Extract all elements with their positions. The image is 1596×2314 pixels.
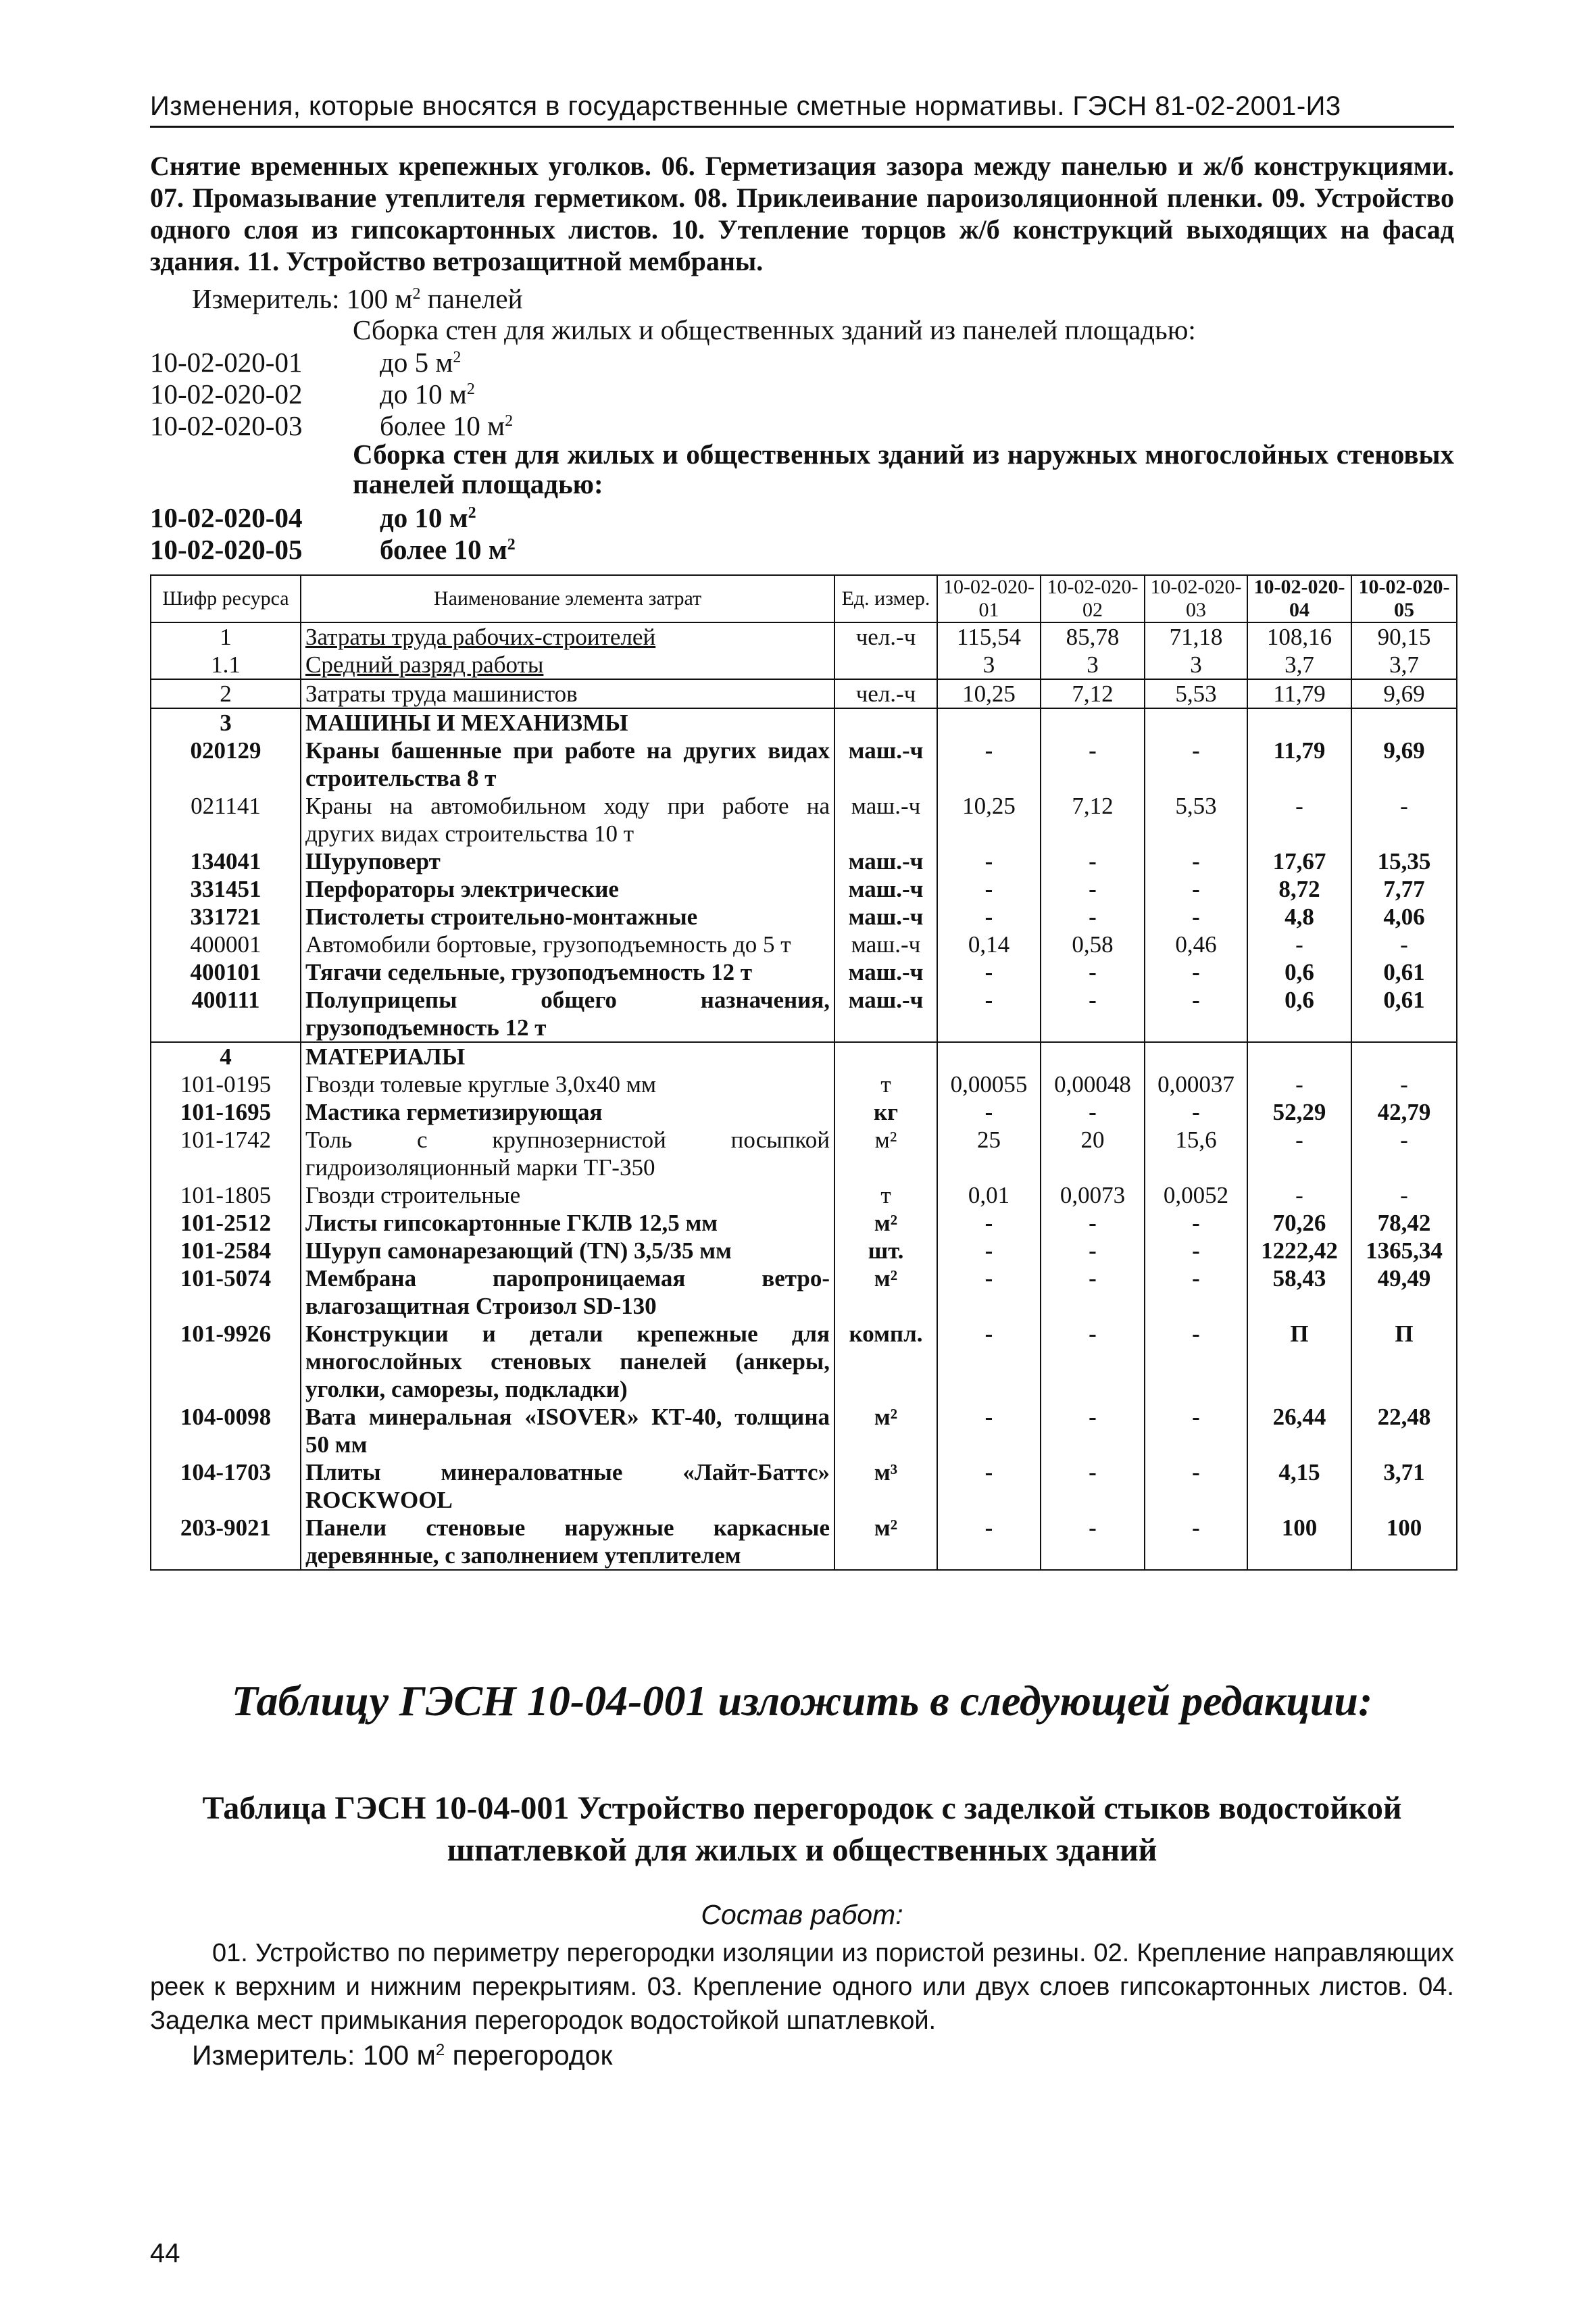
cell-name: Мастика герметизирующая (301, 1098, 834, 1126)
cell-value: 0,0052 (1145, 1181, 1247, 1209)
cell-unit: шт. (834, 1237, 937, 1264)
cell-value: 52,29 (1247, 1098, 1351, 1126)
table-row (151, 679, 1457, 708)
table-row (151, 651, 1457, 679)
cell-code: 021141 (151, 792, 301, 847)
cell-name: Краны башенные при работе на других видах строительства 8 т (301, 737, 834, 792)
table-row (151, 1070, 1457, 1098)
cell-value: 0,6 (1247, 958, 1351, 986)
meter-value: 100 м (346, 283, 413, 314)
cell-value: 22,48 (1351, 1403, 1457, 1458)
cell-name: Конструкции и детали крепежные для многослойных стеновых панелей (анкеры, уголки, саморезы, подкладки) (301, 1320, 834, 1403)
cell-value: 4,15 (1247, 1458, 1351, 1514)
cell-value: 0,00055 (937, 1070, 1041, 1098)
cell-value: - (1145, 1320, 1247, 1403)
cell-code: 400001 (151, 931, 301, 958)
cell-value: - (937, 1209, 1041, 1237)
cell-name: Гвозди толевые круглые 3,0х40 мм (301, 1070, 834, 1098)
cell-code: 101-1742 (151, 1126, 301, 1181)
cell-value: 3 (937, 651, 1041, 679)
cell-name: Краны на автомобильном ходу при работе на других видах строительства 10 т (301, 792, 834, 847)
table-row (151, 737, 1457, 792)
cell-value: - (1247, 1181, 1351, 1209)
cell-code: 203-9021 (151, 1514, 301, 1570)
cell-value: 78,42 (1351, 1209, 1457, 1237)
cell-name: Затраты труда машинистов (301, 679, 834, 708)
meter-unit: панелей (427, 283, 523, 314)
group-title: Сборка стен для жилых и общественных зданий из наружных многослойных стеновых панелей площадью: (353, 439, 1454, 499)
cell-value: 3,7 (1247, 651, 1351, 679)
norm-code: 10-02-020-05 (150, 534, 303, 565)
cell-value: 71,18 (1145, 622, 1247, 651)
cell-name: МАТЕРИАЛЫ (301, 1042, 834, 1070)
cell-name: МАШИНЫ И МЕХАНИЗМЫ (301, 708, 834, 737)
works-title: Состав работ: (701, 1899, 903, 1930)
meter-label: Измеритель: (192, 283, 340, 314)
cell-value (1351, 708, 1457, 737)
works-body: 01. Устройство по периметру перегородки изоляции из пористой резины. 02. Крепление направляющих реек к верхним и нижним перекрытиям. 03. Крепление одного или двух слоев гипсокартонных листов. 04. Заделка мест примыкания перегородок водостойкой шпатлевкой. (150, 1939, 1454, 2035)
cell-value: - (1041, 1514, 1145, 1570)
table-row (151, 847, 1457, 875)
cell-value: 7,12 (1041, 679, 1145, 708)
table-row (151, 708, 1457, 737)
cell-value: 26,44 (1247, 1403, 1351, 1458)
cell-value: - (1145, 847, 1247, 875)
cell-value (1041, 1042, 1145, 1070)
cell-value: - (1351, 1181, 1457, 1209)
work-composition-text: Снятие временных крепежных уголков. 06. Герметизация зазора между панелью и ж/б конструкциями. 07. Промазывание утеплителя герметиком. 08. Приклеивание пароизоляционной пленки. 09. Устройство одного слоя из гипсокартонных листов. 10. Утепление торцов ж/б конструкций выходящих на фасад здания. 11. Устройство ветрозащитной мембраны. (150, 151, 1454, 276)
cell-value: - (937, 1237, 1041, 1264)
cell-name: Плиты минераловатные «Лайт-Баттс» ROCKWOOL (301, 1458, 834, 1514)
table-row (151, 1320, 1457, 1403)
cell-value: П (1247, 1320, 1351, 1403)
cell-value: 0,01 (937, 1181, 1041, 1209)
cell-value: 11,79 (1247, 679, 1351, 708)
cell-unit: м³ (834, 1458, 937, 1514)
cell-value: - (1041, 1264, 1145, 1320)
cell-value: 100 (1351, 1514, 1457, 1570)
cell-value: - (1145, 1403, 1247, 1458)
table-row (151, 1126, 1457, 1181)
cell-value: 49,49 (1351, 1264, 1457, 1320)
table-row (151, 1264, 1457, 1320)
cell-name: Полуприцепы общего назначения, грузоподъемность 12 т (301, 986, 834, 1042)
cell-unit: чел.-ч (834, 679, 937, 708)
cell-value: - (1145, 903, 1247, 931)
cell-value: - (1247, 1126, 1351, 1181)
cell-name: Мембрана паропроницаемая ветро-влагозащитная Строизол SD-130 (301, 1264, 834, 1320)
cell-code: 134041 (151, 847, 301, 875)
cell-value: 108,16 (1247, 622, 1351, 651)
col-header-c2: 10-02-020-02 (1041, 575, 1145, 622)
cell-code: 101-9926 (151, 1320, 301, 1403)
cell-value: - (937, 875, 1041, 903)
cell-value: - (1145, 986, 1247, 1042)
cell-value: - (1247, 792, 1351, 847)
cell-value: - (1145, 875, 1247, 903)
cell-name: Тягачи седельные, грузоподъемность 12 т (301, 958, 834, 986)
table-row (151, 931, 1457, 958)
cell-code: 101-1805 (151, 1181, 301, 1209)
cell-value (1145, 708, 1247, 737)
cell-unit: м² (834, 1514, 937, 1570)
cell-value: - (1041, 1098, 1145, 1126)
cell-value: - (1145, 1514, 1247, 1570)
col-header-code: Шифр ресурса (151, 575, 301, 622)
cell-value: 7,77 (1351, 875, 1457, 903)
cell-value: - (937, 986, 1041, 1042)
cell-code: 104-0098 (151, 1403, 301, 1458)
table-row (151, 958, 1457, 986)
meter2-value: 100 м (362, 2040, 436, 2071)
cell-unit: м² (834, 1264, 937, 1320)
cell-name: Толь с крупнозернистой посыпкой гидроизоляционный марки ТГ-350 (301, 1126, 834, 1181)
cell-value: - (1041, 737, 1145, 792)
norm-code: 10-02-020-01 (150, 347, 303, 378)
cell-code: 331721 (151, 903, 301, 931)
table-row (151, 903, 1457, 931)
cell-value: - (1041, 1209, 1145, 1237)
cell-value (1041, 708, 1145, 737)
cell-value: - (937, 1320, 1041, 1403)
table-row (151, 986, 1457, 1042)
cell-unit: маш.-ч (834, 875, 937, 903)
cell-value: - (1351, 931, 1457, 958)
cell-value: 11,79 (1247, 737, 1351, 792)
table-row (151, 792, 1457, 847)
table-row (151, 875, 1457, 903)
cell-code: 101-2584 (151, 1237, 301, 1264)
cell-value: - (937, 1403, 1041, 1458)
cell-value: 0,61 (1351, 986, 1457, 1042)
cell-value: - (1041, 986, 1145, 1042)
norm-desc: до 5 $м^2$ (380, 347, 462, 378)
cell-value: - (937, 1098, 1041, 1126)
cell-code: 2 (151, 679, 301, 708)
cell-code: 4 (151, 1042, 301, 1070)
cell-unit: компл. (834, 1320, 937, 1403)
cell-value: - (1145, 1264, 1247, 1320)
resource-table (150, 574, 1457, 1571)
cell-value (937, 708, 1041, 737)
cell-value: - (1041, 1403, 1145, 1458)
cell-value: - (1145, 1458, 1247, 1514)
cell-value: - (1247, 1070, 1351, 1098)
cell-value: 90,15 (1351, 622, 1457, 651)
cell-code: 331451 (151, 875, 301, 903)
cell-code: 101-1695 (151, 1098, 301, 1126)
cell-code: 400111 (151, 986, 301, 1042)
cell-code: 101-0195 (151, 1070, 301, 1098)
cell-unit: маш.-ч (834, 847, 937, 875)
cell-unit: маш.-ч (834, 986, 937, 1042)
cell-value: - (1041, 958, 1145, 986)
meter-line (192, 282, 523, 315)
table-row (151, 1181, 1457, 1209)
cell-code: 1.1 (151, 651, 301, 679)
cell-value: 0,6 (1247, 986, 1351, 1042)
norm-code: 10-02-020-03 (150, 410, 303, 441)
cell-value: 1222,42 (1247, 1237, 1351, 1264)
cell-value: 70,26 (1247, 1209, 1351, 1237)
table-row (151, 1042, 1457, 1070)
cell-value: 0,0073 (1041, 1181, 1145, 1209)
cell-unit: т (834, 1181, 937, 1209)
norm-desc: более 10 $м^2$ (380, 534, 516, 565)
cell-value: - (1145, 1237, 1247, 1264)
cell-name: Панели стеновые наружные каркасные деревянные, с заполнением утеплителем (301, 1514, 834, 1570)
cell-value: 15,6 (1145, 1126, 1247, 1181)
table-header-row (151, 575, 1457, 622)
cell-value: 1365,34 (1351, 1237, 1457, 1264)
meter2-label: Измеритель: (192, 2040, 355, 2071)
cell-value: 42,79 (1351, 1098, 1457, 1126)
cell-code: 400101 (151, 958, 301, 986)
cell-value: 0,46 (1145, 931, 1247, 958)
table-title: Таблица ГЭСН 10-04-001 Устройство перегородок с заделкой стыков водостойкой шпатлевкой для жилых и общественных зданий (202, 1790, 1402, 1868)
cell-value: 4,8 (1247, 903, 1351, 931)
cell-unit: т (834, 1070, 937, 1098)
cell-unit (834, 1042, 937, 1070)
cell-unit: маш.-ч (834, 958, 937, 986)
cell-value: 7,12 (1041, 792, 1145, 847)
cell-value (1145, 1042, 1247, 1070)
amendment-heading: Таблицу ГЭСН 10-04-001 изложить в следующей редакции: (231, 1677, 1373, 1725)
cell-code: 020129 (151, 737, 301, 792)
cell-name: Средний разряд работы (301, 651, 834, 679)
cell-code: 1 (151, 622, 301, 651)
cell-value: - (1351, 792, 1457, 847)
cell-value: 9,69 (1351, 679, 1457, 708)
cell-value: - (1041, 1458, 1145, 1514)
col-header-c1: 10-02-020-01 (937, 575, 1041, 622)
cell-value: 5,53 (1145, 679, 1247, 708)
table-row (151, 1209, 1457, 1237)
cell-code: 104-1703 (151, 1458, 301, 1514)
cell-unit: маш.-ч (834, 903, 937, 931)
cell-value: - (1351, 1126, 1457, 1181)
table-row (151, 1237, 1457, 1264)
cell-value: 5,53 (1145, 792, 1247, 847)
table-row (151, 1514, 1457, 1570)
cell-value: 3,7 (1351, 651, 1457, 679)
col-header-unit: Ед. измер. (834, 575, 937, 622)
cell-name: Пистолеты строительно-монтажные (301, 903, 834, 931)
cell-value: 0,00037 (1145, 1070, 1247, 1098)
col-header-name: Наименование элемента затрат (301, 575, 834, 622)
cell-value: - (1145, 1209, 1247, 1237)
cell-value: 100 (1247, 1514, 1351, 1570)
cell-value: - (1247, 931, 1351, 958)
cell-name: Листы гипсокартонные ГКЛВ 12,5 мм (301, 1209, 834, 1237)
cell-unit: кг (834, 1098, 937, 1126)
col-header-c3: 10-02-020-03 (1145, 575, 1247, 622)
norm-code: 10-02-020-02 (150, 378, 303, 410)
cell-unit: м² (834, 1403, 937, 1458)
norm-code: 10-02-020-04 (150, 502, 303, 533)
cell-value: - (937, 958, 1041, 986)
cell-value: 15,35 (1351, 847, 1457, 875)
cell-value: 10,25 (937, 679, 1041, 708)
norm-desc: до 10 $м^2$ (380, 378, 475, 410)
cell-value: - (937, 1264, 1041, 1320)
meter2-sup: 2 (435, 2041, 445, 2059)
cell-value: - (1145, 737, 1247, 792)
col-header-c4: 10-02-020-04 (1247, 575, 1351, 622)
meter-sup: 2 (412, 285, 421, 303)
norm-desc: до 10 $м^2$ (380, 502, 476, 533)
cell-value (937, 1042, 1041, 1070)
table-body (151, 622, 1457, 1570)
cell-value: 58,43 (1247, 1264, 1351, 1320)
cell-value: 8,72 (1247, 875, 1351, 903)
cell-value (1247, 708, 1351, 737)
cell-name: Шуруп самонарезающий (TN) 3,5/35 мм (301, 1237, 834, 1264)
cell-name: Вата минеральная «ISOVER» КТ-40, толщина 50 мм (301, 1403, 834, 1458)
meter-line-2 (192, 2040, 612, 2071)
cell-value: 3 (1041, 651, 1145, 679)
cell-value: - (1041, 847, 1145, 875)
table-row (151, 1458, 1457, 1514)
cell-value: 0,00048 (1041, 1070, 1145, 1098)
cell-value: - (1351, 1070, 1457, 1098)
cell-value: - (937, 847, 1041, 875)
cell-value: 3,71 (1351, 1458, 1457, 1514)
cell-value: 115,54 (937, 622, 1041, 651)
cell-unit (834, 651, 937, 679)
meter2-unit: перегородок (452, 2040, 613, 2071)
col-header-c5: 10-02-020-05 (1351, 575, 1457, 622)
cell-value: 4,06 (1351, 903, 1457, 931)
page-number: 44 (150, 2238, 180, 2268)
cell-unit: маш.-ч (834, 792, 937, 847)
cell-value (1351, 1042, 1457, 1070)
cell-value: 0,58 (1041, 931, 1145, 958)
cell-name: Шуруповерт (301, 847, 834, 875)
cell-value: 85,78 (1041, 622, 1145, 651)
cell-name: Автомобили бортовые, грузоподъемность до 5 т (301, 931, 834, 958)
table-row (151, 1098, 1457, 1126)
cell-value: 17,67 (1247, 847, 1351, 875)
cell-unit: маш.-ч (834, 931, 937, 958)
cell-code: 101-5074 (151, 1264, 301, 1320)
cell-value: 0,14 (937, 931, 1041, 958)
cell-unit: м² (834, 1209, 937, 1237)
norm-desc: более 10 $м^2$ (380, 410, 514, 441)
group-title: Сборка стен для жилых и общественных зданий из панелей площадью: (353, 314, 1196, 345)
cell-value: - (937, 737, 1041, 792)
cell-value: 0,61 (1351, 958, 1457, 986)
cell-value: - (1041, 875, 1145, 903)
cell-value: - (937, 1514, 1041, 1570)
cell-value: 9,69 (1351, 737, 1457, 792)
cell-value: - (1041, 903, 1145, 931)
cell-value: - (1145, 958, 1247, 986)
cell-unit: м² (834, 1126, 937, 1181)
cell-value: - (1041, 1237, 1145, 1264)
cell-value: - (1041, 1320, 1145, 1403)
cell-unit: маш.-ч (834, 737, 937, 792)
cell-name: Гвозди строительные (301, 1181, 834, 1209)
cell-value: 20 (1041, 1126, 1145, 1181)
cell-value (1247, 1042, 1351, 1070)
cell-name: Перфораторы электрические (301, 875, 834, 903)
cell-unit (834, 708, 937, 737)
cell-unit: чел.-ч (834, 622, 937, 651)
cell-value: П (1351, 1320, 1457, 1403)
cell-code: 101-2512 (151, 1209, 301, 1237)
cell-value: - (1145, 1098, 1247, 1126)
cell-value: 25 (937, 1126, 1041, 1181)
cell-value: 10,25 (937, 792, 1041, 847)
cell-value: 3 (1145, 651, 1247, 679)
cell-value: - (937, 1458, 1041, 1514)
cell-name: Затраты труда рабочих-строителей (301, 622, 834, 651)
table-row (151, 622, 1457, 651)
cell-value: - (937, 903, 1041, 931)
table-row (151, 1403, 1457, 1458)
running-header: Изменения, которые вносятся в государственные сметные нормативы. ГЭСН 81-02-2001-И3 (150, 89, 1454, 128)
cell-code: 3 (151, 708, 301, 737)
